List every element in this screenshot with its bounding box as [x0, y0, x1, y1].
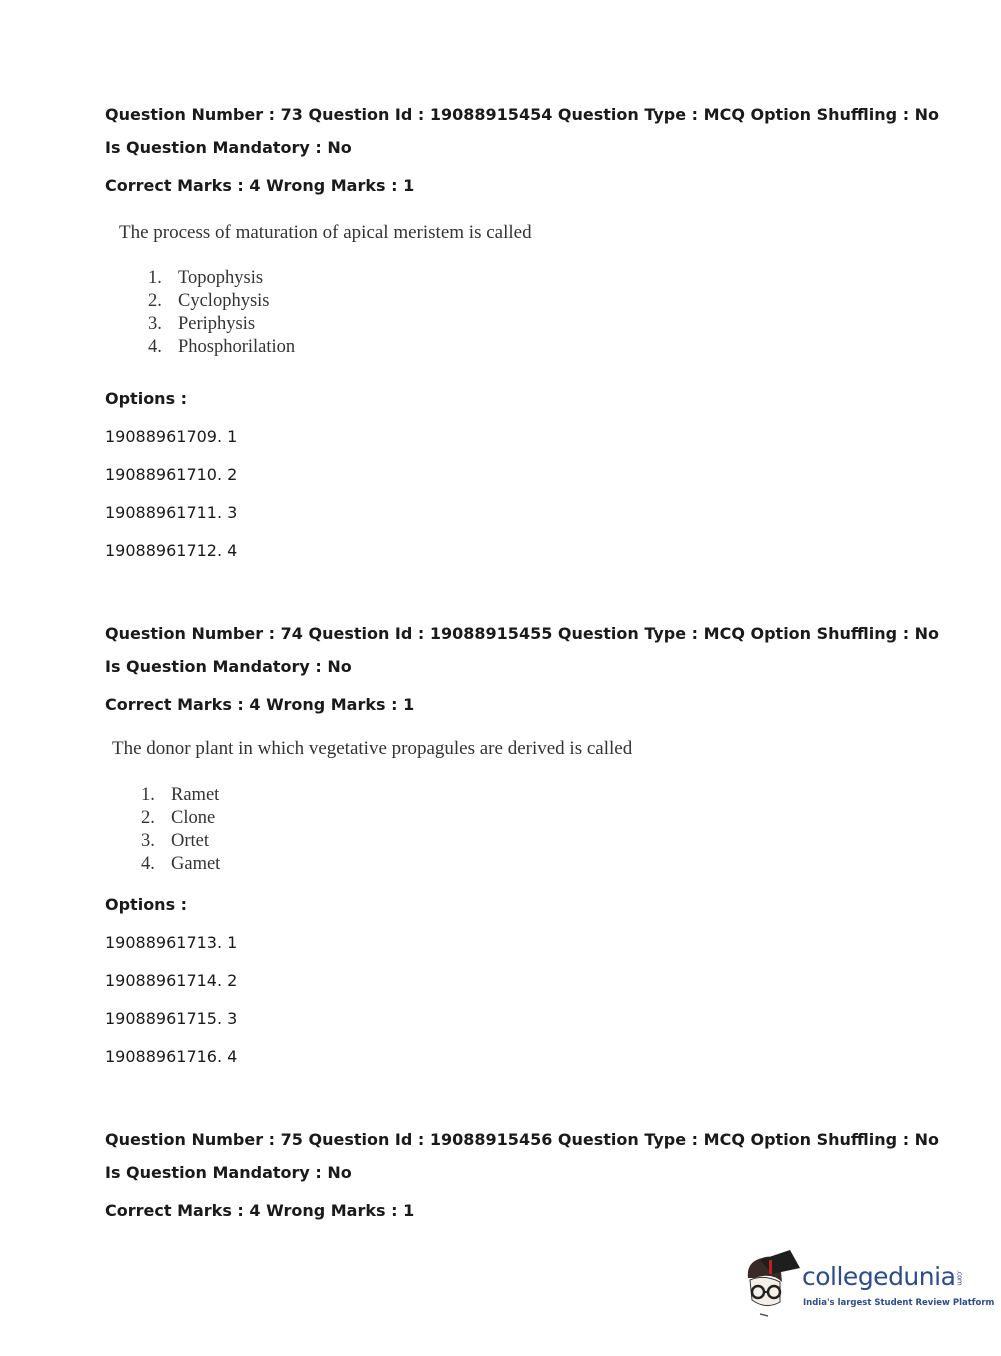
- choice-2: 2. Cyclophysis: [148, 291, 270, 311]
- question-text: The donor plant in which vegetative propagules are derived is called: [112, 738, 633, 759]
- question-marks: Correct Marks : 4 Wrong Marks : 1: [105, 695, 415, 714]
- question-marks: Correct Marks : 4 Wrong Marks : 1: [105, 1201, 415, 1220]
- choice-3: 3. Periphysis: [148, 314, 256, 334]
- question-header: Question Number : 73 Question Id : 19088915454 Question Type : MCQ Option Shuffling : No: [105, 105, 940, 124]
- collegedunia-logo: [742, 1248, 995, 1320]
- option-id: 19088961716. 4: [105, 1047, 238, 1066]
- choice-3: 3. Ortet: [141, 831, 210, 851]
- option-id: 19088961710. 2: [105, 465, 238, 484]
- option-id: 19088961712. 4: [105, 541, 238, 560]
- option-id: 19088961714. 2: [105, 971, 238, 990]
- option-id: 19088961715. 3: [105, 1009, 238, 1028]
- option-id: 19088961711. 3: [105, 503, 238, 522]
- choice-4: 4. Gamet: [141, 854, 221, 874]
- choice-2: 2. Clone: [141, 808, 216, 828]
- options-label: Options :: [105, 389, 188, 408]
- options-label: Options :: [105, 895, 188, 914]
- question-header: Question Number : 74 Question Id : 19088915455 Question Type : MCQ Option Shuffling : No: [105, 624, 940, 643]
- logo-tagline: India's largest Student Review Platform: [803, 1298, 995, 1308]
- choice-1: 1. Ramet: [141, 785, 220, 805]
- question-mandatory: Is Question Mandatory : No: [105, 657, 352, 676]
- question-header: Question Number : 75 Question Id : 19088915456 Question Type : MCQ Option Shuffling : No: [105, 1130, 940, 1149]
- question-mandatory: Is Question Mandatory : No: [105, 138, 352, 157]
- option-id: 19088961713. 1: [105, 933, 238, 952]
- question-marks: Correct Marks : 4 Wrong Marks : 1: [105, 176, 415, 195]
- choice-1: 1. Topophysis: [148, 268, 264, 288]
- option-id: 19088961709. 1: [105, 427, 238, 446]
- choice-4: 4. Phosphorilation: [148, 337, 296, 357]
- mascot-icon: [742, 1248, 802, 1320]
- question-text: The process of maturation of apical meristem is called: [119, 222, 532, 243]
- logo-wordmark: collegedunia.com: [802, 1262, 964, 1291]
- question-mandatory: Is Question Mandatory : No: [105, 1163, 352, 1182]
